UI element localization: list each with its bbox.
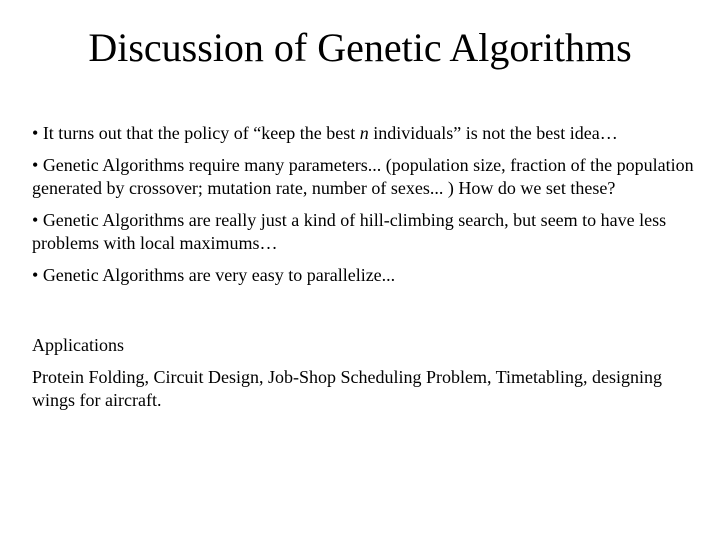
bullet-item xyxy=(32,209,704,255)
bullet-marker: • xyxy=(32,210,39,230)
italic-variable: n xyxy=(359,123,369,143)
bullet-marker: • xyxy=(32,265,39,285)
applications-text: Protein Folding, Circuit Design, Job-Shop Scheduling Problem, Timetabling, designing wings for aircraft. xyxy=(32,367,663,410)
bullet-text-part: individuals” is not the best idea… xyxy=(368,123,618,143)
slide-body xyxy=(32,122,704,421)
slide-title: Discussion of Genetic Algorithms xyxy=(88,25,632,70)
bullet-text-part: It turns out that the policy of “keep the best xyxy=(42,123,360,143)
bullet-item xyxy=(32,154,704,200)
bullet-marker: • xyxy=(32,123,39,143)
spacer xyxy=(32,296,704,334)
bullet-item xyxy=(32,122,704,145)
bullet-text: Genetic Algorithms are really just a kind of hill-climbing search, but seem to have less problems with local maximums… xyxy=(32,210,667,253)
bullet-marker: • xyxy=(32,155,39,175)
bullet-text: Genetic Algorithms require many parameters... (population size, fraction of the population generated by crossover; mutation rate, number of sexes... ) How do we set these? xyxy=(32,155,694,198)
applications-heading: Applications xyxy=(32,335,124,355)
bullet-text: Genetic Algorithms are very easy to parallelize... xyxy=(42,265,396,285)
bullet-item xyxy=(32,264,704,287)
